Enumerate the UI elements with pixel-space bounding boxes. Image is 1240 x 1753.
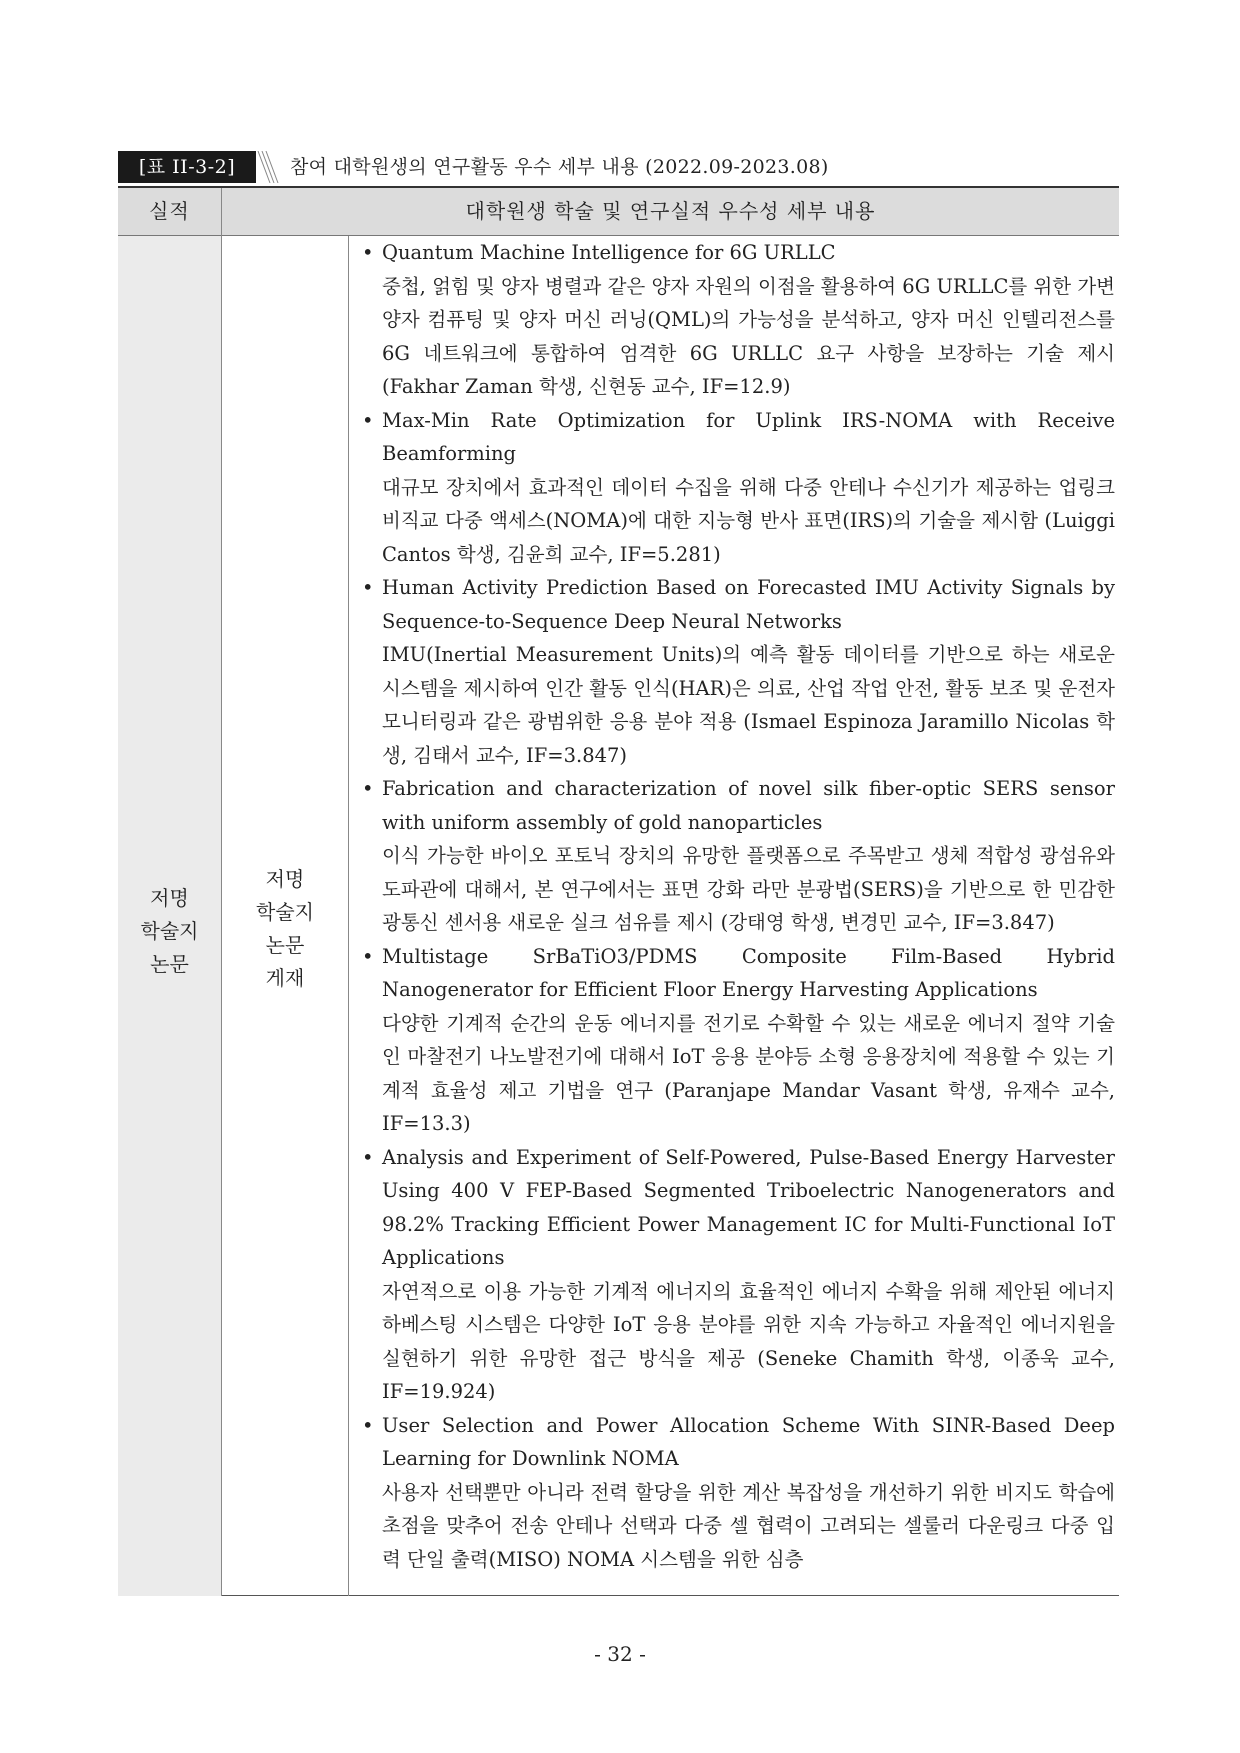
paper-description: 자연적으로 이용 가능한 기계적 에너지의 효율적인 에너지 수확을 위해 제안된 에너지 하베스팅 시스템은 다양한 IoT 응용 분야를 위한 지속 가능하고 자율적인 에너지원을 실현하기 위한 유망한 접근 방식을 제공 (Seneke Chamith 학생, 이종욱 교수, IF=19.924) xyxy=(382,1279,1115,1403)
paper-entry xyxy=(349,1141,1117,1409)
paper-entry xyxy=(349,236,1117,404)
table-title: 참여 대학원생의 연구활동 우수 세부 내용 (2022.09-2023.08) xyxy=(290,156,829,178)
paper-entry xyxy=(349,404,1117,572)
paper-list xyxy=(349,236,1117,1576)
header-details: 대학원생 학술 및 연구실적 우수성 세부 내용 xyxy=(465,199,876,223)
bullet-icon: • xyxy=(362,777,374,800)
category-line: 논문 xyxy=(150,952,189,976)
paper-description: IMU(Inertial Measurement Units)의 예측 활동 데이터를 기반으로 하는 새로운 시스템을 제시하여 인간 활동 인식(HAR)은 의료, 산업 작업 안전, 활동 보조 및 운전자 모니터링과 같은 광범위한 응용 분야 적용 (Ismael Espinoza Jaramillo Nicolas 학생, 김태서 교수, IF=3.847) xyxy=(382,643,1115,767)
paper-title: Multistage SrBaTiO3/PDMS Composite Film-Based Hybrid Nanogenerator for Efficient Floor Energy Harvesting Applications xyxy=(382,944,1115,1001)
bullet-icon: • xyxy=(362,241,374,264)
paper-title: Analysis and Experiment of Self-Powered, Pulse-Based Energy Harvester Using 400 V FEP-Based Segmented Triboelectric Nanogenerators and 98.2% Tracking Efficient Power Management IC for Multi-Functional IoT Applications xyxy=(382,1145,1115,1269)
subcategory-line: 저명 xyxy=(265,867,305,891)
category-cell xyxy=(118,236,221,1596)
subcategory-cell xyxy=(222,236,348,1596)
bullet-icon: • xyxy=(362,944,374,968)
header-achievement: 실적 xyxy=(149,199,190,223)
category-label xyxy=(118,882,221,981)
bullet-icon: • xyxy=(362,408,374,432)
category-line: 저명 xyxy=(150,886,189,910)
paper-description: 대규모 장치에서 효과적인 데이터 수집을 위해 다중 안테나 수신기가 제공하는 업링크 비직교 다중 액세스(NOMA)에 대한 지능형 반사 표면(IRS)의 기술을 제시함 (Luiggi Cantos 학생, 김윤희 교수, IF=5.281) xyxy=(382,475,1115,566)
details-cell xyxy=(349,236,1117,1596)
category-line: 학술지 xyxy=(140,919,199,943)
page-number: - 32 - xyxy=(594,1642,646,1666)
bullet-icon: • xyxy=(362,1145,374,1169)
bullet-icon: • xyxy=(362,576,374,599)
paper-title: Quantum Machine Intelligence for 6G URLLC xyxy=(382,241,836,264)
subcategory-line: 게재 xyxy=(265,966,305,990)
caption-divider-icon xyxy=(256,151,282,183)
paper-entry xyxy=(349,772,1117,940)
paper-description: 중첩, 얽힘 및 양자 병렬과 같은 양자 자원의 이점을 활용하여 6G URLLC를 위한 가변 양자 컴퓨팅 및 양자 머신 러닝(QML)의 가능성을 분석하고, 양자 머신 인텔리전스를 6G 네트워크에 통합하여 엄격한 6G URLLC 요구 사항을 보장하는 기술 제시 (Fakhar Zaman 학생, 신현동 교수, IF=12.9) xyxy=(382,274,1115,398)
paper-entry xyxy=(349,1409,1117,1577)
table-number-label: [표 II-3-2] xyxy=(118,151,256,183)
paper-title: Fabrication and characterization of novel silk fiber-optic SERS sensor with uniform assembly of gold nanoparticles xyxy=(382,777,1115,834)
table-header xyxy=(118,188,1119,236)
subcategory-label xyxy=(222,863,348,995)
paper-title: User Selection and Power Allocation Scheme With SINR-Based Deep Learning for Downlink NOMA xyxy=(382,1413,1115,1470)
subcategory-line: 논문 xyxy=(265,933,305,957)
paper-description: 다양한 기계적 순간의 운동 에너지를 전기로 수확할 수 있는 새로운 에너지 절약 기술인 마찰전기 나노발전기에 대해서 IoT 응용 분야등 소형 응용장치에 적용할 수 있는 기계적 효율성 제고 기법을 연구 (Paranjape Mandar Vasant 학생, 유재수 교수, IF=13.3) xyxy=(382,1011,1115,1135)
achievement-table xyxy=(118,186,1119,1596)
subcategory-line: 학술지 xyxy=(256,900,314,924)
paper-description: 사용자 선택뿐만 아니라 전력 할당을 위한 계산 복잡성을 개선하기 위한 비지도 학습에 초점을 맞추어 전송 안테나 선택과 다중 셀 협력이 고려되는 셀룰러 다운링크 다중 입력 단일 출력(MISO) NOMA 시스템을 위한 심층 xyxy=(382,1480,1115,1571)
paper-entry xyxy=(349,940,1117,1141)
paper-entry xyxy=(349,571,1117,772)
paper-title: Human Activity Prediction Based on Forecasted IMU Activity Signals by Sequence-to-Sequence Deep Neural Networks xyxy=(382,576,1115,633)
paper-description: 이식 가능한 바이오 포토닉 장치의 유망한 플랫폼으로 주목받고 생체 적합성 광섬유와 도파관에 대해서, 본 연구에서는 표면 강화 라만 분광법(SERS)을 기반으로 한 민감한 광통신 센서용 새로운 실크 섬유를 제시 (강태영 학생, 변경민 교수, IF=3.847) xyxy=(382,844,1115,934)
paper-title: Max-Min Rate Optimization for Uplink IRS-NOMA with Receive Beamforming xyxy=(382,408,1115,465)
table-caption xyxy=(118,151,1118,183)
bullet-icon: • xyxy=(362,1413,374,1437)
